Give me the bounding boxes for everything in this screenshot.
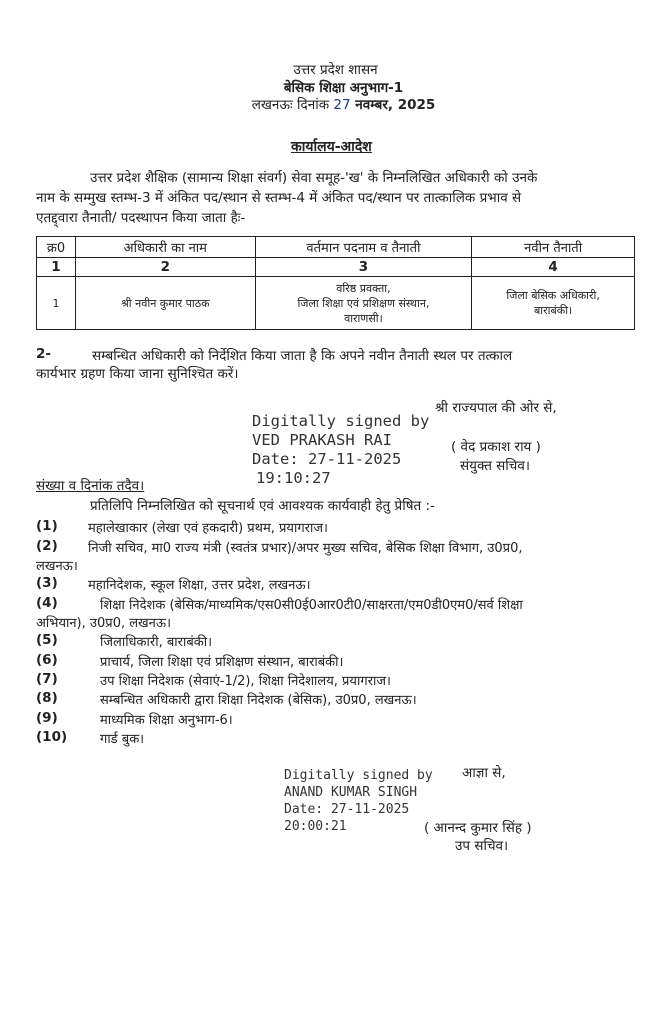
- copy-item: गार्ड बुक।: [100, 732, 145, 747]
- on-behalf-governor: श्री राज्यपाल की ओर से,: [435, 400, 557, 416]
- table-cell-sno: 1: [37, 277, 76, 330]
- copy-item: शिक्षा निदेशक (बेसिक/माध्यमिक/एस0सी0ई0आर0टी0/साक्षरता/एम0डी0एम0/सर्व शिक्षा: [100, 598, 523, 613]
- signatory-1-name: ( वेद प्रकाश राय ): [451, 439, 541, 455]
- copy-item: उप शिक्षा निदेशक (सेवाएं-1/2), शिक्षा निदेशालय, प्रयागराज।: [100, 674, 391, 689]
- reference-line: संख्या व दिनांक तदैव।: [36, 478, 145, 494]
- copy-intro: प्रतिलिपि निम्नलिखित को सूचनार्थ एवं आवश्यक कार्यवाही हेतु प्रेषित :-: [90, 498, 435, 514]
- table-header-name: अधिकारी का नाम: [75, 237, 255, 258]
- order-title: कार्यालय-आदेश: [291, 139, 372, 155]
- copy-item: महानिदेशक, स्कूल शिक्षा, उत्तर प्रदेश, लखनऊ।: [88, 578, 311, 593]
- digital-sig2-line: ANAND KUMAR SINGH: [284, 785, 418, 800]
- para2-number: 2-: [36, 346, 51, 362]
- signatory-1-designation: संयुक्त सचिव।: [460, 458, 530, 474]
- digital-sig2-line: Digitally signed by: [284, 768, 433, 783]
- header-date-prefix: लखनऊः दिनांक: [251, 97, 334, 113]
- header-section: बेसिक शिक्षा अनुभाग-1: [283, 80, 404, 96]
- new-line: जिला बेसिक अधिकारी,: [506, 289, 600, 302]
- table-header-new: नवीन तैनाती: [472, 237, 635, 258]
- digital-sig1-line: 19:10:27: [256, 469, 331, 487]
- table-col-number: 4: [472, 258, 635, 277]
- copy-num: (3): [36, 575, 58, 591]
- copy-num: (7): [36, 671, 58, 687]
- signatory-2-designation: उप सचिव।: [455, 838, 509, 854]
- copy-num: (1): [36, 518, 58, 534]
- digital-sig1-line: Date: 27-11-2025: [252, 450, 402, 468]
- copy-item: महालेखाकार (लेखा एवं हकदारी) प्रथम, प्रयागराज।: [88, 521, 328, 536]
- table-cell-new: [472, 277, 635, 330]
- new-line: बाराबंकी।: [534, 304, 573, 317]
- copy-item-cont: अभियान), उ0प्र0, लखनऊ।: [36, 616, 172, 631]
- copy-item: माध्यमिक शिक्षा अनुभाग-6।: [100, 713, 233, 728]
- digital-sig1-line: Digitally signed by: [252, 412, 430, 430]
- table-col-number: 1: [37, 258, 76, 277]
- table-cell-current: [255, 277, 472, 330]
- copy-num: (9): [36, 710, 58, 726]
- signatory-2-name: ( आनन्द कुमार सिंह ): [424, 820, 532, 836]
- header-date: [8, 95, 671, 113]
- table-col-number: 3: [255, 258, 472, 277]
- transfer-table: [36, 236, 635, 330]
- copy-num: (4): [36, 595, 58, 611]
- para2-line-1: सम्बन्धित अधिकारी को निर्देशित किया जाता है कि अपने नवीन तैनाती स्थल पर तत्काल: [92, 348, 513, 364]
- copy-item: प्राचार्य, जिला शिक्षा एवं प्रशिक्षण संस्थान, बाराबंकी।: [100, 655, 344, 670]
- copy-num: (6): [36, 652, 58, 668]
- digital-sig2-line: 20:00:21: [284, 819, 347, 834]
- current-line: जिला शिक्षा एवं प्रशिक्षण संस्थान,: [297, 296, 430, 310]
- header-government: उत्तर प्रदेश शासन: [293, 62, 378, 78]
- table-header-sno: क्र0: [37, 237, 76, 258]
- header-date-suffix: नवम्बर, 2025: [350, 97, 436, 113]
- intro-line-2: नाम के सम्मुख स्तम्भ-3 में अंकित पद/स्थान से स्तम्भ-4 में अंकित पद/स्थान पर तात्कालिक प्रभाव से: [36, 190, 522, 206]
- table-column-number-row: [37, 258, 635, 277]
- order-by: आज्ञा से,: [462, 765, 506, 781]
- copy-item-cont: लखनऊ।: [36, 559, 78, 574]
- table-col-number: 2: [75, 258, 255, 277]
- copy-num: (8): [36, 690, 58, 706]
- current-line: वरिष्ठ प्रवक्ता,: [336, 281, 391, 295]
- intro-line-3: एतद्द्वारा तैनाती/ पदस्थापन किया जाता हैः-: [36, 210, 246, 226]
- table-row: [37, 277, 635, 330]
- copy-item: निजी सचिव, मा0 राज्य मंत्री (स्वतंत्र प्रभार)/अपर मुख्य सचिव, बेसिक शिक्षा विभाग, उ0प्र0,: [88, 541, 523, 556]
- table-header-current: वर्तमान पदनाम व तैनाती: [255, 237, 472, 258]
- copy-num: (5): [36, 632, 58, 648]
- copy-item: जिलाधिकारी, बाराबंकी।: [100, 635, 213, 650]
- current-line: वाराणसी।: [344, 311, 383, 325]
- para2-line-2: कार्यभार ग्रहण किया जाना सुनिश्चित करें।: [36, 366, 239, 382]
- copy-num: (2): [36, 538, 58, 554]
- table-cell-name: श्री नवीन कुमार पाठक: [75, 277, 255, 330]
- digital-sig2-line: Date: 27-11-2025: [284, 802, 410, 817]
- intro-line-1: उत्तर प्रदेश शैक्षिक (सामान्य शिक्षा संवर्ग) सेवा समूह-'ख' के निम्नलिखित अधिकारी को उनके: [90, 170, 538, 186]
- digital-signature-1: [252, 412, 429, 488]
- copy-num: (10): [36, 729, 68, 745]
- digital-sig1-line: VED PRAKASH RAI: [252, 431, 392, 449]
- digital-signature-2: [284, 767, 433, 835]
- copy-item: सम्बन्धित अधिकारी द्वारा शिक्षा निदेशक (बेसिक), उ0प्र0, लखनऊ।: [100, 693, 417, 708]
- table-header-row: [37, 237, 635, 258]
- header-date-day: 27: [333, 97, 351, 113]
